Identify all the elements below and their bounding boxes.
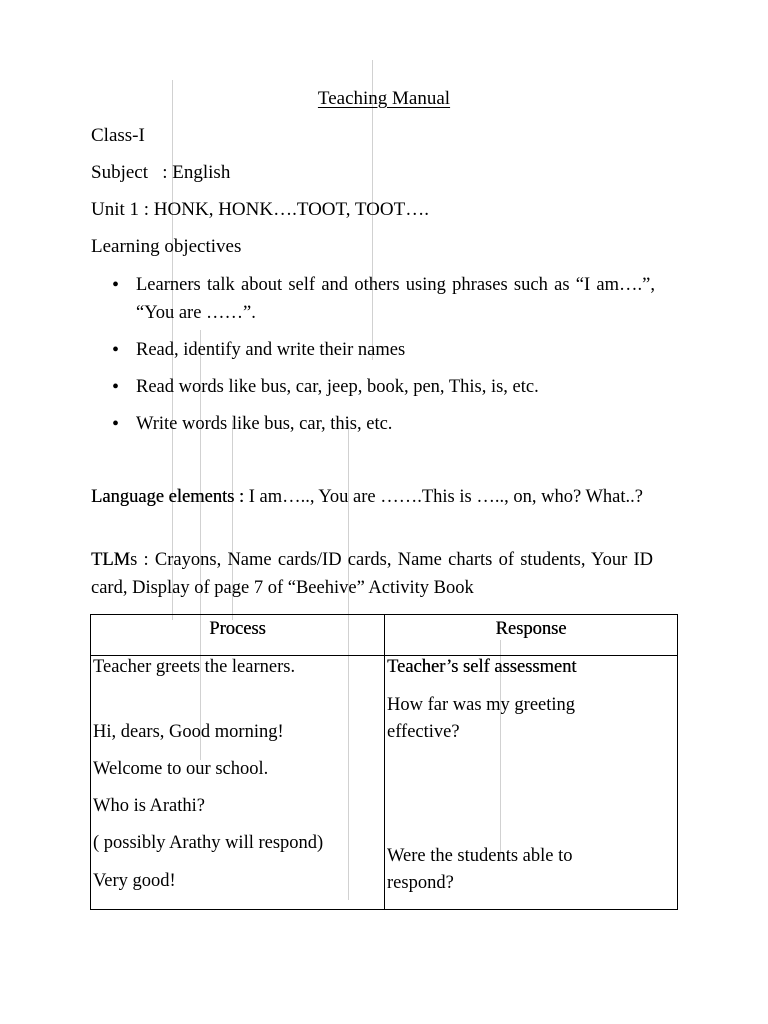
tlms-text: s : Crayons, Name cards/ID cards, Name charts of students, Your ID card, Display of page 7 of “Beehive” Activity Book: [91, 550, 653, 598]
objective-item: • Write words like bus, car, this, etc.: [110, 410, 655, 438]
objective-item: • Read words like bus, car, jeep, book, pen, This, is, etc.: [110, 373, 655, 401]
table-column-divider: [384, 615, 385, 909]
process-item: Very good!: [93, 871, 176, 891]
response-item: How far was my greeting effective?: [387, 695, 576, 742]
unit-line: Unit 1 : HONK, HONK….TOOT, TOOT….: [91, 199, 429, 220]
language-elements-paragraph: [91, 483, 653, 511]
process-response-table: [90, 614, 678, 910]
page-title: Teaching Manual: [317, 88, 451, 109]
response-header: Response: [495, 619, 567, 639]
objective-item: • Read, identify and write their names: [110, 336, 655, 364]
objectives-list: [110, 271, 655, 447]
objective-item: • Learners talk about self and others using phrases such as “I am….”, “You are ……”.: [110, 271, 655, 327]
tlms-paragraph: [91, 546, 653, 602]
subject-line: Subject : English: [91, 162, 231, 183]
process-item: Welcome to our school.: [93, 759, 269, 779]
process-header: Process: [209, 619, 266, 639]
process-item: Who is Arathi?: [93, 796, 206, 816]
language-elements-label: Language elements :: [91, 487, 245, 507]
language-elements-text: I am….., You are …….This is ….., on, who? What..?: [244, 487, 643, 507]
table-header-divider: [91, 655, 677, 656]
tlms-label: TLM: [91, 550, 131, 570]
process-item: ( possibly Arathy will respond): [93, 833, 324, 853]
process-item: Teacher greets the learners.: [93, 657, 296, 677]
response-item: Were the students able to respond?: [387, 846, 573, 893]
objectives-heading: Learning objectives: [91, 236, 242, 257]
process-item: Hi, dears, Good morning!: [93, 722, 284, 742]
class-line: Class-I: [91, 125, 145, 146]
self-assessment-heading: Teacher’s self assessment: [387, 657, 577, 677]
